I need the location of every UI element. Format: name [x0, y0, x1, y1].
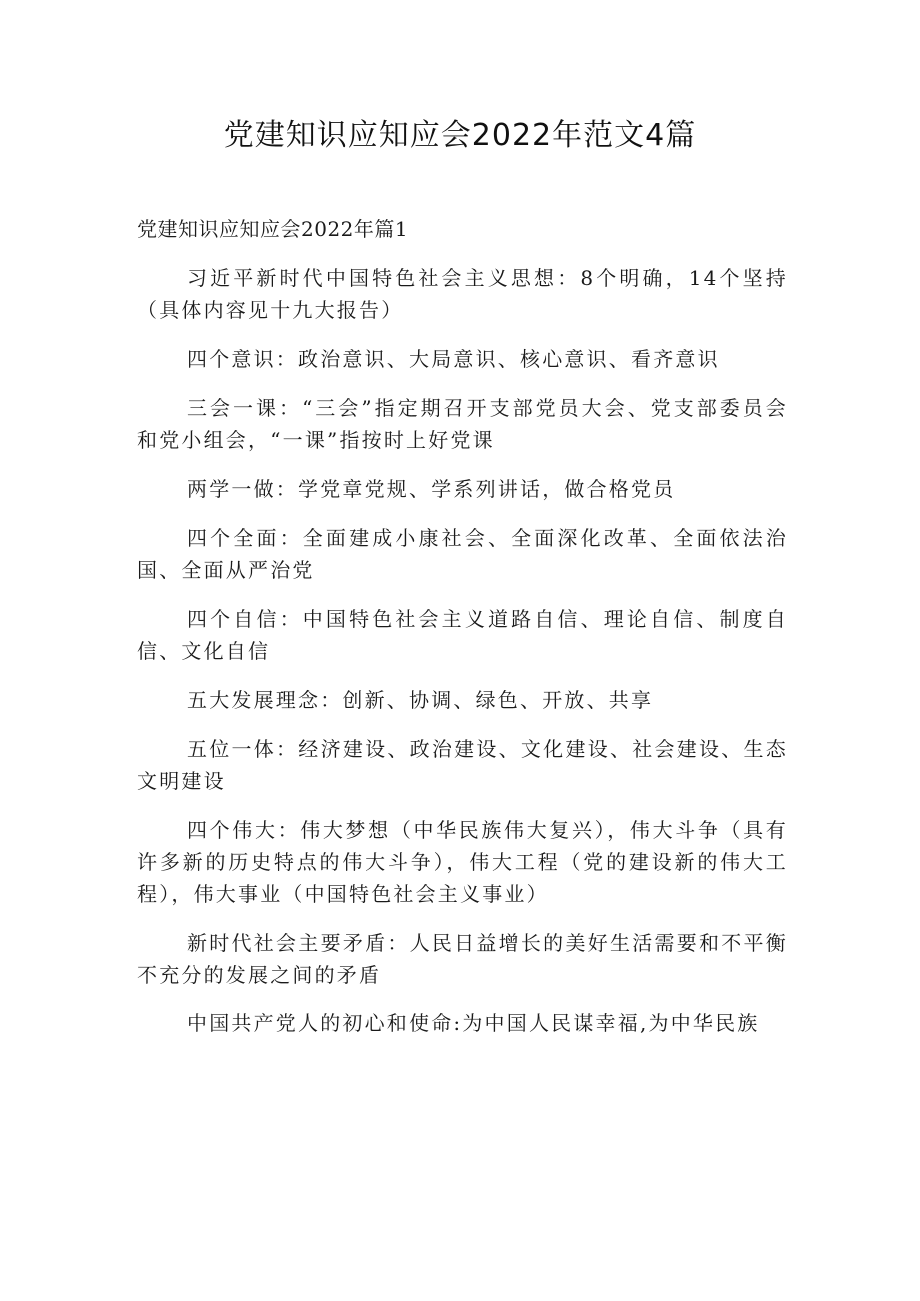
paragraph-thought: 习近平新时代中国特色社会主义思想：8个明确，14个坚持（具体内容见十九大报告）: [137, 266, 788, 322]
paragraph-two-studies: 两学一做：学党章党规、学系列讲话，做合格党员: [187, 477, 676, 501]
paragraph-four-comprehensives: 四个全面：全面建成小康社会、全面深化改革、全面依法治国、全面从严治党: [137, 526, 788, 582]
paragraph-four-confidences: 四个自信：中国特色社会主义道路自信、理论自信、制度自信、文化自信: [137, 607, 788, 663]
paragraph-original-mission: 中国共产党人的初心和使命:为中国人民谋幸福,为中华民族: [187, 1011, 760, 1035]
document-title: 党建知识应知应会2022年范文4篇: [223, 118, 697, 153]
paragraph-four-consciousness: 四个意识：政治意识、大局意识、核心意识、看齐意识: [187, 347, 720, 371]
section-heading: 党建知识应知应会2022年篇1: [137, 217, 409, 241]
paragraph-main-contradiction: 新时代社会主要矛盾：人民日益增长的美好生活需要和不平衡不充分的发展之间的矛盾: [137, 931, 788, 987]
paragraph-five-in-one: 五位一体：经济建设、政治建设、文化建设、社会建设、生态文明建设: [137, 737, 788, 793]
paragraph-four-greats: 四个伟大：伟大梦想（中华民族伟大复兴），伟大斗争（具有许多新的历史特点的伟大斗争），伟大工程（党的建设新的伟大工程），伟大事业（中国特色社会主义事业）: [137, 818, 788, 906]
paragraph-three-meetings: 三会一课：“三会”指定期召开支部党员大会、党支部委员会和党小组会，“一课”指按时上好党课: [137, 396, 788, 452]
document-body: [137, 213, 788, 1039]
paragraph-five-concepts: 五大发展理念：创新、协调、绿色、开放、共享: [187, 688, 654, 712]
